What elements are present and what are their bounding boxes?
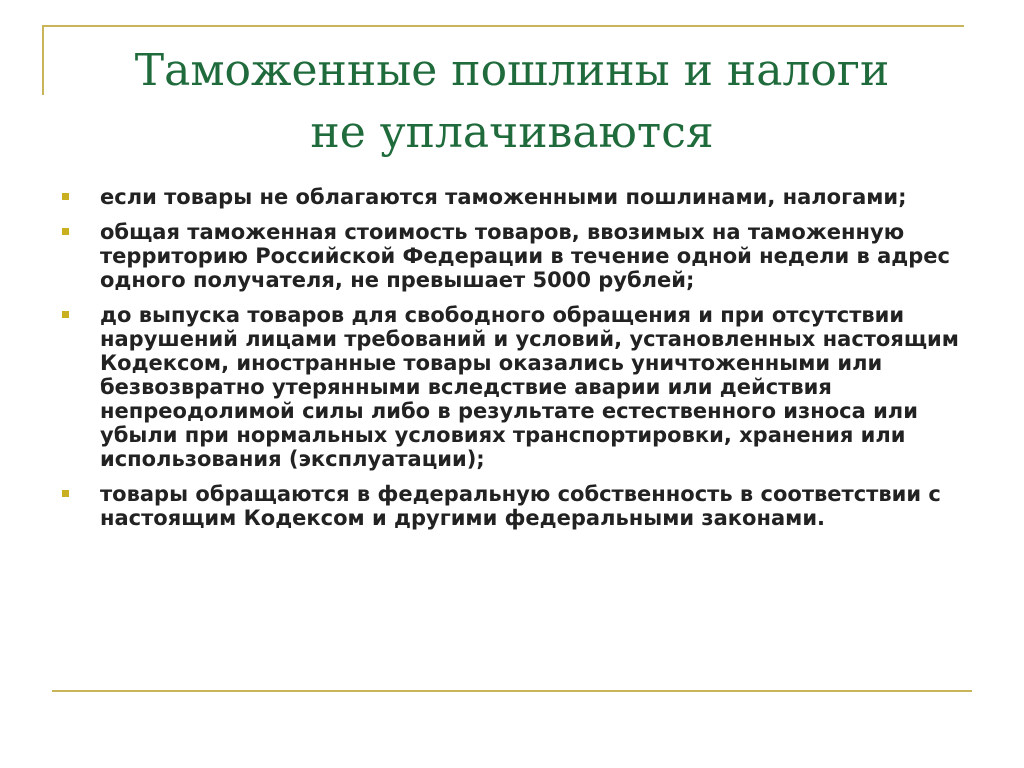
- square-bullet-icon: [62, 311, 69, 318]
- left-border-line: [42, 25, 44, 95]
- bullet-text: если товары не облагаются таможенными пошлинами, налогами;: [100, 185, 907, 209]
- bullet-item: [62, 220, 962, 292]
- bullet-item: [62, 303, 962, 471]
- square-bullet-icon: [62, 490, 69, 497]
- top-border-line: [42, 25, 964, 27]
- square-bullet-icon: [62, 228, 69, 235]
- slide-title-line-2: не уплачиваются: [310, 107, 714, 158]
- bottom-border-line: [52, 690, 972, 692]
- bullet-item: [62, 185, 962, 209]
- bullet-item: [62, 482, 962, 530]
- bullet-list: [62, 185, 962, 541]
- bullet-text: общая таможенная стоимость товаров, ввозимых на таможенную территорию Российской Федерации в течение одной недели в адрес одного получателя, не превышает 5000 рублей;: [100, 220, 950, 292]
- slide-title: [60, 40, 964, 164]
- slide-title-line-1: Таможенные пошлины и налоги: [134, 45, 890, 96]
- bullet-text: до выпуска товаров для свободного обращения и при отсутствии нарушений лицами требований и условий, установленных настоящим Кодексом, иностранные товары оказались уничтоженными или безвозвратно утерянными вследствие аварии или действия непреодолимой силы либо в результате естественного износа или убыли при нормальных условиях транспортировки, хранения или использования (эксплуатации);: [100, 303, 959, 471]
- square-bullet-icon: [62, 193, 69, 200]
- bullet-text: товары обращаются в федеральную собственность в соответствии с настоящим Кодексом и другими федеральными законами.: [100, 482, 941, 530]
